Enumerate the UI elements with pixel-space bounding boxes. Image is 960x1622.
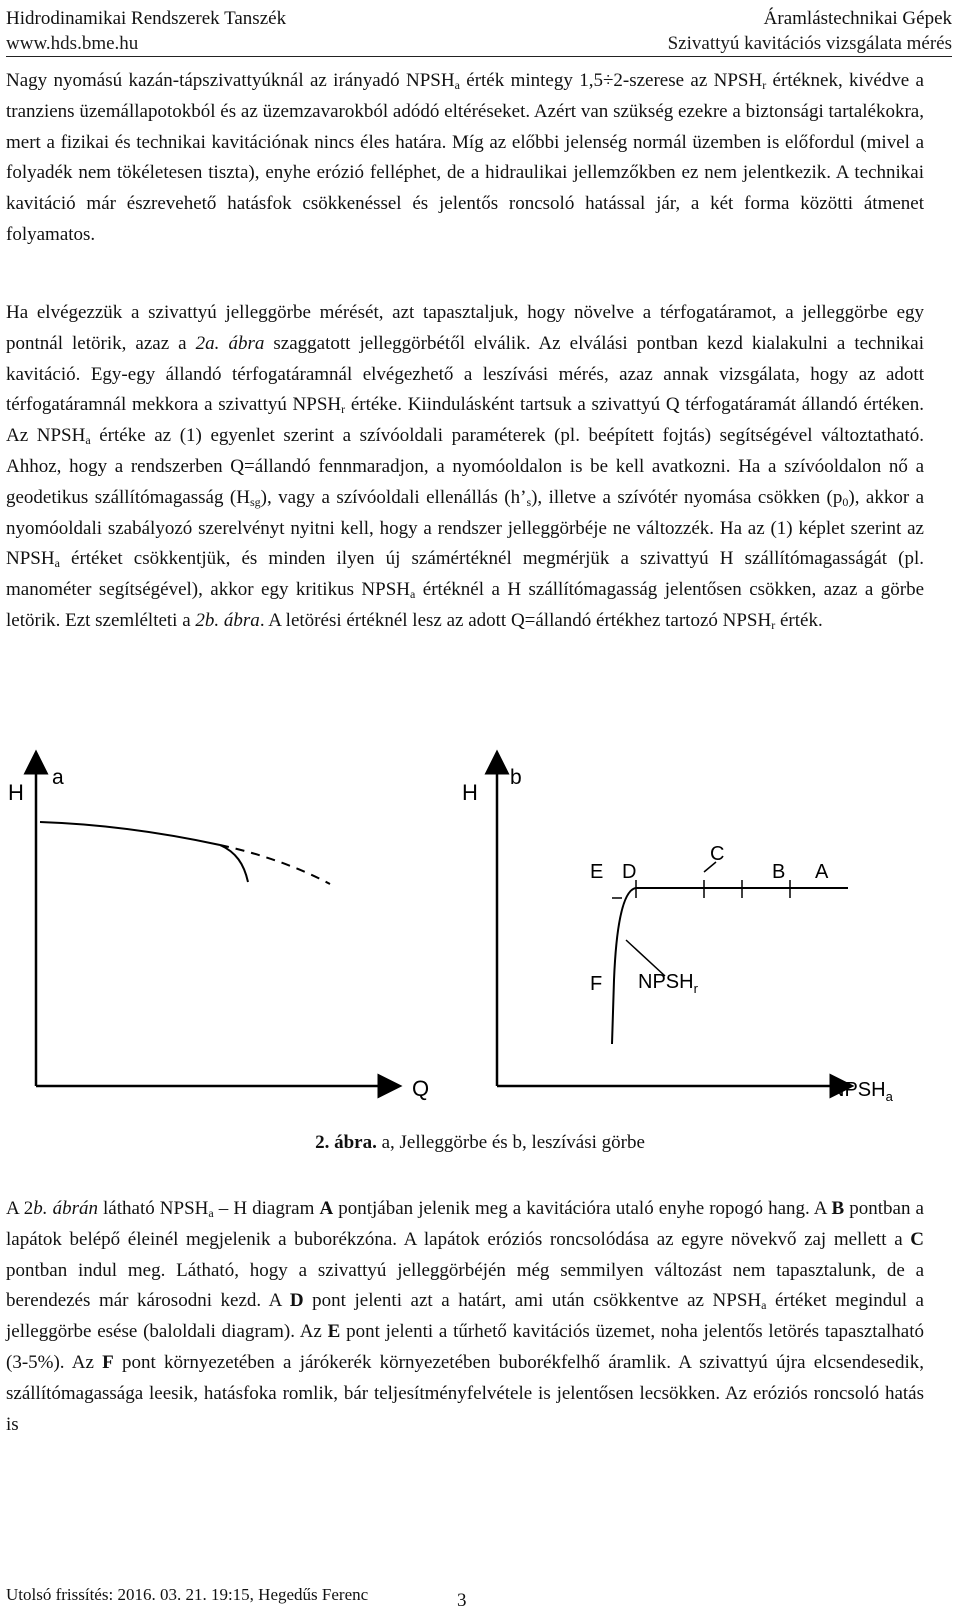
- characteristic-curve: [40, 822, 220, 845]
- point-ref: E: [327, 1321, 341, 1343]
- text-run: értéket megindul a jelleggörbe esése (baloldali diagram). Az: [6, 1290, 924, 1343]
- text-run: látható NPSH: [97, 1198, 209, 1219]
- header-department: Hidrodinamikai Rendszerek Tanszék: [6, 8, 287, 29]
- point-d-label: D: [622, 861, 637, 883]
- text-run: értéke. Kiindulásként tartsuk a szivattyú Q térfogatáramát állandó értéken. Az NPSH: [6, 394, 924, 447]
- characteristic-curve-dashed: [220, 845, 330, 884]
- diagram-a-tag: a: [52, 766, 64, 789]
- figure-2-graphics: [0, 740, 960, 1140]
- text-run: pont jelenti a tűrhető kavitációs üzemet, noha jelentős letörés tapasztalható (3-5%). Az: [6, 1321, 925, 1373]
- page-footer: Utolsó frissítés: 2016. 03. 21. 19:15, Hegedűs Ferenc: [6, 1585, 369, 1604]
- point-e-label: E: [590, 861, 604, 883]
- text-run: ), illetve a szívótér nyomása csökken (p: [531, 486, 843, 508]
- page-number: 3: [457, 1590, 467, 1611]
- text-run: értéknek, kivédve a tranziens üzemállapotokból és az üzemzavarokból adódó eltéréseket. Azért van szükség ezekre a biztonsági tartalékokra, mert a fizikai és technikai kavitációnak nincs éles határa. Míg az előbbi jelenség normál üzemben is előfordul (mivel a folyadék nem tökéletesen tiszta), enyhe erózió felléphet, de a hidraulikai jellemzőkben ez nem jelentkezik. A technikai kavitáció már észrevehető hatásfok csökkenéssel és jelentős roncsoló hatással jár, a két forma közötti átmenet folyamatos.: [6, 70, 924, 245]
- paragraph-2: [6, 298, 924, 637]
- text-run: . A letörési értéknél lesz az adott Q=állandó értékhez tartozó NPSH: [259, 609, 772, 631]
- text-run: pontban a lapátok belépő éleinél megjelenik a buborékzóna. A lapátok eróziós roncsolódása az egyre növekvő zaj mellett a: [6, 1198, 924, 1250]
- point-ref: C: [910, 1228, 924, 1250]
- header-website: www.hds.bme.hu: [6, 33, 139, 54]
- figure-reference: 2b. ábra: [195, 609, 260, 631]
- point-ref: A: [319, 1198, 334, 1219]
- header-subject: Áramlástechnikai Gépek: [763, 8, 952, 29]
- point-ref: D: [289, 1290, 304, 1312]
- npshr-label: [638, 971, 699, 996]
- diagram-b-tag: b: [510, 766, 522, 789]
- text-run: Nagy nyomású kazán-tápszivattyúknál az irányadó NPSH: [6, 70, 455, 91]
- diagram-b-y-label: H: [462, 780, 478, 805]
- text-run: Ha elvégezzük a szivattyú jelleggörbe mérését, azt tapasztaljuk, hogy növelve a térfogatáramot, a jelleggörbe egy pontnál letörik, azaz a: [6, 302, 924, 354]
- text-run: – H diagram: [213, 1198, 320, 1219]
- point-a-label: A: [815, 861, 829, 883]
- subscript: a: [208, 1206, 214, 1220]
- text-run: pont környezetében a járókerék környezetében buborékfelhő áramlik. A szivattyú újra elcsendesedik, szállítómagassága leesik, hatásfoka romlik, bár teljesítményfelvétele is jelentősen lecsökken. Az eróziós roncsoló hatás is: [6, 1351, 924, 1435]
- point-f-label: F: [590, 973, 603, 995]
- npsh-curve: [612, 888, 848, 1044]
- header-left: [6, 6, 286, 56]
- diagram-b: [462, 762, 894, 1104]
- diagram-a-y-label: H: [8, 780, 24, 805]
- text-run: pontban indul meg. Látható, hogy a szivattyú jelleggörbéjén még semmilyen változást nem tapasztalunk, de a berendezés már károsodni kezd. A: [6, 1259, 924, 1312]
- text-run: érték.: [775, 609, 823, 631]
- point-ref: B: [831, 1198, 845, 1219]
- subscript: r: [341, 402, 346, 417]
- subscript: a: [454, 78, 460, 92]
- diagram-a-x-label: Q: [412, 1076, 430, 1101]
- caption-number: 2. ábra.: [315, 1132, 377, 1153]
- subscript: r: [771, 617, 776, 632]
- text-run: pontjában jelenik meg a kavitációra utaló enyhe ropogó hang. A: [333, 1198, 832, 1219]
- point-ref: F: [102, 1351, 114, 1373]
- text-run: értéket csökkentjük, és minden ilyen új számértéknél megmérjük a szivattyú H szállítómagasságát (pl. manométer segítségével), akkor egy kritikus NPSH: [6, 548, 924, 601]
- diagram-a: [8, 762, 429, 1101]
- subscript: a: [85, 433, 91, 448]
- figure-reference: b. ábrán: [33, 1198, 98, 1219]
- npsha-label-main: NPSH: [830, 1079, 886, 1101]
- npshr-label-main: NPSH: [638, 971, 694, 993]
- text-run: szaggatott jelleggörbétől elválik. Az elválási pontban kezd kialakulni a technikai kavitáció. Egy-egy állandó térfogatáramnál elvégezhető a leszívási mérés, azaz annak vizsgálata, hogy az adott térfogatáramnál mekkora a szivattyú NPSH: [6, 332, 924, 416]
- figure-caption: [0, 1132, 960, 1154]
- npshr-label-sub: r: [693, 981, 698, 996]
- npsha-label-sub: a: [885, 1089, 893, 1104]
- caption-text: a, Jelleggörbe és b, leszívási görbe: [376, 1132, 645, 1153]
- text-run: értéke az (1) egyenlet szerint a szívóoldali paraméterek (pl. beépített fojtás) segítségével változtatható. Ahhoz, hogy a rendszerben Q=állandó fennmaradjon, a nyomóoldalon is be kell avatkozni. Ha a szívóoldalon nő a geodetikus szállítómagasság (H: [6, 425, 924, 508]
- subscript: a: [410, 587, 416, 602]
- paragraph-1: [6, 66, 924, 251]
- page-header: [6, 2, 952, 57]
- subscript: s: [526, 494, 532, 509]
- text-run: ), akkor a nyomóoldali szabályozó szerelvényt nyitni kell, hogy a rendszer jelleggörbéje ne változzék. Ha az (1) képlet szerint az NPSH: [6, 486, 924, 570]
- point-b-label: B: [772, 861, 786, 883]
- figure-2: [0, 740, 960, 1140]
- subscript: 0: [842, 494, 849, 509]
- text-run: A 2: [6, 1198, 34, 1219]
- figure-reference: 2a. ábra: [195, 332, 265, 354]
- header-lab-title: Szivattyú kavitációs vizsgálata mérés: [667, 33, 952, 54]
- point-c-label: C: [710, 843, 725, 865]
- text-run: értéknél a H szállítómagasság jelentősen csökken, azaz a görbe letörik. Ezt szemlélteti a: [6, 579, 924, 631]
- subscript: r: [762, 78, 767, 92]
- text-run: pont jelenti azt a határt, ami után csökkentve az NPSH: [303, 1290, 762, 1312]
- text-run: érték mintegy 1,5÷2-szerese az NPSH: [459, 70, 763, 91]
- diagram-b-x-label: [830, 1079, 894, 1104]
- text-run: ), vagy a szívóoldali ellenállás (h’: [260, 486, 527, 508]
- subscript: sg: [249, 494, 261, 509]
- header-right: [668, 6, 952, 56]
- subscript: a: [54, 556, 60, 571]
- subscript: a: [761, 1298, 767, 1313]
- paragraph-3: [6, 1194, 924, 1440]
